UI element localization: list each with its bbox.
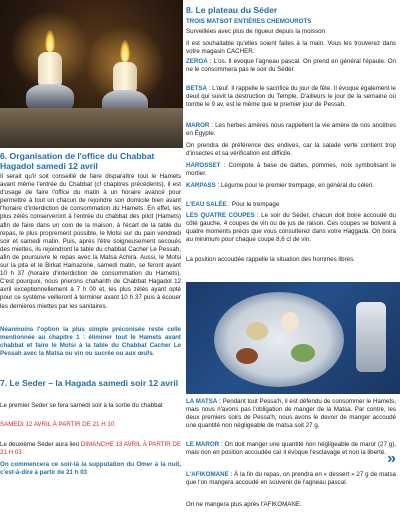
maror-text: : Les herbes amères nous rappellent la vie amère de nos ancêtres en Égypte. — [186, 122, 396, 138]
seder-plate-photo — [186, 282, 400, 394]
second-seder-text: Le deuxième Séder aura lieu — [0, 441, 81, 448]
salt-water-paragraph — [186, 201, 396, 209]
salt-water-term: L'EAU SALÉE — [186, 201, 227, 208]
harosset-paragraph — [186, 162, 396, 178]
second-seder-paragraph — [0, 441, 181, 457]
le-maror-text: : On doit manger une quantité non négligeable de maror (27 g), mais non en position accoudée car il évoque l'esclavage et non la liberté. — [186, 441, 396, 457]
salt-water-text: : Pour le trempage — [226, 201, 280, 208]
betsa-paragraph — [186, 85, 396, 109]
egg-item — [281, 312, 299, 332]
harosset-item — [236, 348, 258, 364]
candle-right — [113, 62, 137, 92]
matsa-term: LA MATSA — [186, 398, 218, 405]
harosset-text: : Compote à base de dattes, pommes, noix symbolisant le mortier. — [186, 162, 396, 178]
afikomane-paragraph — [186, 471, 396, 487]
betsa-term: BETSA — [186, 85, 207, 92]
matsa-paragraph — [186, 398, 396, 430]
four-cups-paragraph — [186, 212, 396, 244]
maror-term: MAROR — [186, 122, 210, 129]
section-8-subtitle: TROIS MATSOT ENTIÈRES CHEMOUROTS — [186, 18, 312, 25]
section-7-paragraph-1: Le premier Seder se fera samedi soir à la sortie du chabbat — [0, 402, 163, 409]
section-8-title: 8. Le plateau du Séder — [186, 5, 278, 15]
left-column — [0, 0, 183, 516]
le-maror-term: LE MAROR — [186, 441, 220, 448]
greens-item — [291, 344, 315, 362]
omer-paragraph: On commencera ce soir-là la supputation du Omer à la nuit, c'est-à-dire à partir de 21 h 03 — [0, 461, 181, 477]
section-6-paragraph: Il serait qu'il soit conseillé de faire disparaître tout le Hamets avant même l'entrée du Chabbat (cf chapitres précédents), il est d'usage de faire l'office du matin à un horaire avancé pour permettre à tout un chacun de rejoindre son domicile bien avant l'horaire d'interdiction de consommation du Hamets. En effet, les plus zélés conserveront à l'entrée du chabbat des pitot (Hamets) afin de faire dans un coin de la maison, à l'écart de la table du repas, le plus proprement possible, le Motsi sur du pain vendredi soir et samedi matin. Puis, après l'être soigneusement secoués des miettes, ils rejoindront la table du chabbat Cacher Le Pessah, afin de poursuivre le repas avec la Matsa Achira. Aussi, le Motsi sur la pita et le Birkat Hamazone, samedi matin, se feront avant 10 h 37 (horaire d'interdiction de consommation du Hamets). C'est pourquoi, nous prierons chaharith de Chabbat Hagadol 12 avril exceptionnellement à 7 h 00 et, les plus zélés ayant opté pour ce système veilleront à terminer avant 10 h 37 puis à écouer les dernières miettes par les sanitaires. — [0, 173, 181, 310]
four-cups-term: LES QUATRE COUPES — [186, 212, 255, 219]
zeroa-term: ZEROA — [186, 58, 208, 65]
candle-left — [38, 52, 62, 86]
harosset-term: HAROSSET — [186, 162, 221, 169]
wine-cup — [356, 302, 386, 372]
afikomane-term: L'AFIKOMANE — [186, 471, 229, 478]
flame-right — [120, 40, 130, 62]
maror-paragraph — [186, 122, 396, 138]
betsa-text: : L'œuf. Il rappelle le sacrifice du jour de fête. Il évoque également le deuil qui suivit la destruction du Temple. D'ailleurs le jour de la semaine où tombe le 9 av, est le même que le premier jour de Pessah. — [186, 85, 396, 109]
section-8-paragraph-2: Il est souhaitable qu'elles soient faites à la main. Vous les trouverez dans votre magasin CACHER. — [186, 40, 396, 56]
zeroa-paragraph — [186, 58, 396, 74]
section-7-title: 7. Le Seder – la Hagada samedi soir 12 avril — [0, 378, 179, 388]
karpass-paragraph — [186, 182, 396, 190]
flame-left — [45, 30, 55, 52]
section-6-title: 6. Organisation de l'office du Chabbat Hagadol samedi 12 avril — [0, 151, 155, 171]
next-page-arrow-icon[interactable]: » — [387, 450, 396, 467]
section-8-paragraph-1: Surveillées avec plus de rigueur depuis la moisson — [186, 28, 325, 35]
second-seder-time: DIMANCHE 13 AVRIL À PARTIR DE 21 H 03 — [0, 441, 182, 457]
first-seder-time: SAMEDI 12 AVRIL À PARTIR DE 21 H 10 — [0, 421, 115, 428]
karpass-text: : Légume pour le premier trempage, en général du céleri. — [215, 182, 375, 189]
matsa-text: : Pendant tout Pessa'h, il est défendu de consommer le Hamets, mais nous n'avons pas l'obligation de manger de la Matsa. Par contre, les deux premiers soirs de Pessa'h, nous avons le devoir de manger accoudé une quantité non négligeable de matsa soit 27 g. — [186, 398, 396, 430]
preference-paragraph: On prendra de préférence des endives, car la salade verte contient trop d'insectes et sa vérification est difficile. — [186, 142, 396, 158]
karpass-term: KARPASS — [186, 182, 216, 189]
afikomane-note: On ne mangera plus après l'AFIKOMANE. — [186, 501, 302, 508]
zeroa-text: : L'os. Il évoque l'agneau pascal. On prend en général l'épaule. On ne le consommera pas le soir du Séder. — [186, 58, 396, 74]
seder-plate — [214, 292, 344, 387]
candles-photo — [0, 0, 183, 148]
food-item — [246, 322, 268, 340]
le-maror-paragraph — [186, 441, 396, 457]
right-column — [186, 0, 400, 516]
section-6-highlight: Néanmoins l'option la plus simple préconisée reste celle mentionnée au chapitre 1 : éliminer tout le Hamets avant chabbat et faire le Motsi à la table du Chabbat Cacher Le Pessah avec la Matsa ou vin ou sucrée ou aux œufs. — [0, 326, 181, 358]
afikomane-text: : À la fin du repas, on prendra en « dessert » 27 g de matsa que l'on mangera accoudé en souvenir de l'agneau pascal. — [186, 471, 396, 487]
reclining-paragraph: La position accoudée rappelle la situation des hommes libres. — [186, 256, 355, 263]
four-cups-text: : Le soir du Séder, chacun doit boire accoudé du côté gauche, 4 coupes de vin ou de jus de raison. Ces coupes se boivent à quatre moments précis que vous consulterez dans votre Haggada. On boira au minimum pour chaque coupe 8,6 cl de vin. — [186, 212, 396, 244]
tablecloth — [0, 108, 183, 148]
